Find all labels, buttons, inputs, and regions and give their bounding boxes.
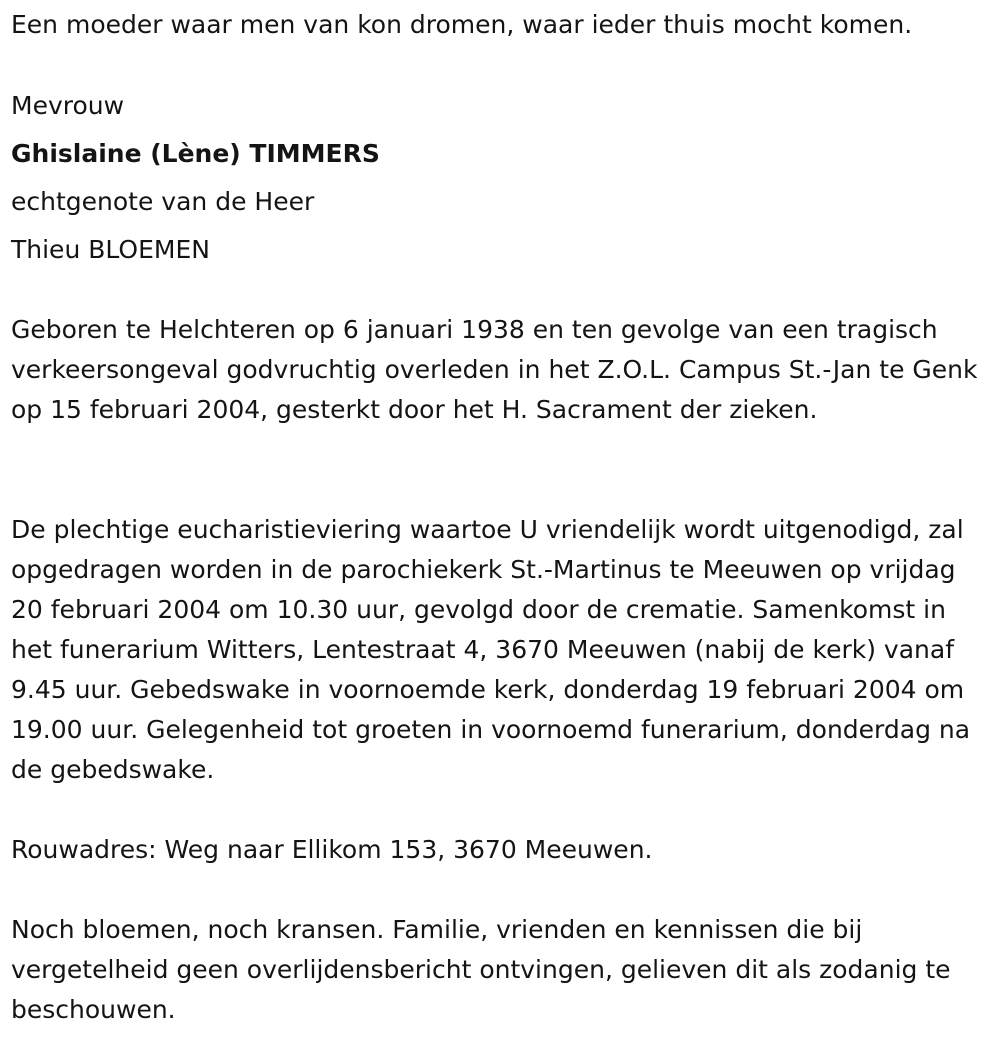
relation-line: echtgenote van de Heer: [11, 187, 315, 216]
mourning-address: Rouwadres: Weg naar Ellikom 153, 3670 Meeuwen.: [11, 835, 653, 864]
salutation: Mevrouw: [11, 91, 125, 120]
deceased-name: Ghislaine (Lène) TIMMERS: [11, 139, 380, 168]
motto-line: Een moeder waar men van kon dromen, waar ieder thuis mocht komen.: [11, 10, 913, 39]
closing-paragraph: Noch bloemen, noch kransen. Familie, vrienden en kennissen die bij vergetelheid geen overlijdensbericht ontvingen, gelieven dit als zodanig te beschouwen.: [11, 915, 951, 1024]
ceremony-paragraph: De plechtige eucharistieviering waartoe U vriendelijk wordt uitgenodigd, zal opgedragen worden in de parochiekerk St.-Martinus te Meeuwen op vrijdag 20 februari 2004 om 10.30 uur, gevolgd door de crematie. Samenkomst in het funerarium Witters, Lentestraat 4, 3670 Meeuwen (nabij de kerk) vanaf 9.45 uur. Gebedswake in voornoemde kerk, donderdag 19 februari 2004 om 19.00 uur. Gelegenheid tot groeten in voornoemd funerarium, donderdag na de gebedswake.: [11, 515, 971, 784]
birth-death-paragraph: Geboren te Helchteren op 6 januari 1938 en ten gevolge van een tragisch verkeersongeval godvruchtig overleden in het Z.O.L. Campus St.-Jan te Genk op 15 februari 2004, gesterkt door het H. Sacrament der zieken.: [11, 315, 978, 424]
spouse-name: Thieu BLOEMEN: [11, 235, 210, 264]
